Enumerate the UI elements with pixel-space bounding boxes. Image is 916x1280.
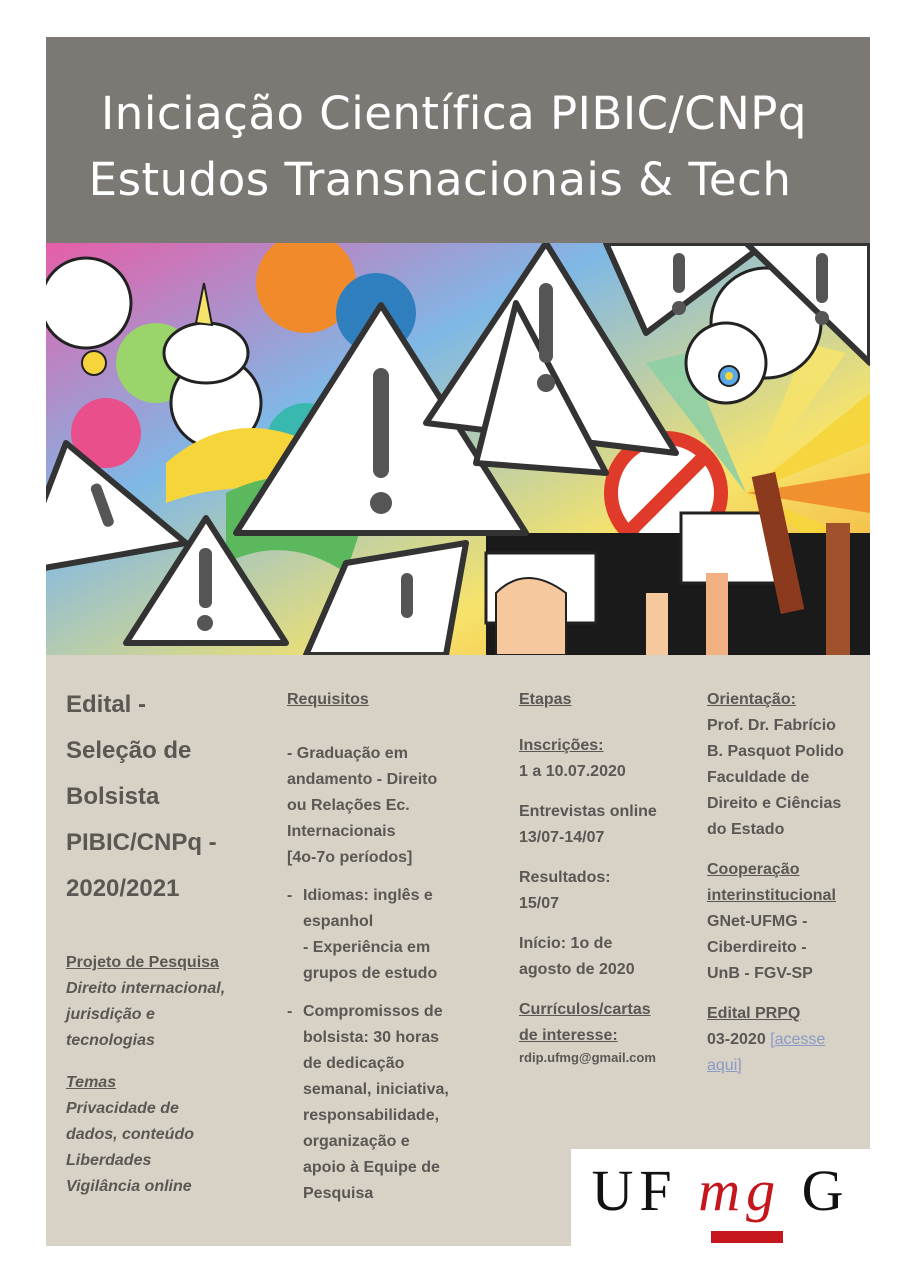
theme-item: Privacidade de [66,1100,179,1117]
start-line: Início: 1o de [519,935,613,952]
requirement-line: grupos de estudo [303,965,438,982]
requirement-line: apoio à Equipe de [303,1159,440,1176]
bullet-dash: - [287,887,293,904]
requirement-line: Compromissos de [303,1003,443,1020]
results-label: Resultados: [519,869,611,886]
cooperation-label: Cooperação [707,861,800,878]
requirement-line: bolsista: 30 horas [303,1029,440,1046]
cv-label: Currículos/cartas [519,1001,651,1018]
warning-signs-illustration [46,243,870,655]
advisor-line: do Estado [707,821,785,838]
edital-prpq-label: Edital PRPQ [707,1005,801,1022]
requirement-commitments [287,999,487,1207]
edital-access-link[interactable]: [acesse [770,1031,826,1048]
advisor-line: Direito e Ciências [707,795,842,812]
bullet-dash: - [287,1003,293,1020]
requirements-column [287,687,487,1207]
project-line: tecnologias [66,1032,155,1049]
project-label: Projeto de Pesquisa [66,954,219,971]
poster-header [46,37,870,243]
theme-item: Liberdades [66,1152,152,1169]
orientation-column [707,687,867,1079]
cooperation-line: GNet-UFMG - [707,913,808,930]
themes-list [66,1096,266,1200]
edital-column [66,682,266,1200]
poster [46,37,870,1246]
cooperation-line: UnB - FGV-SP [707,965,813,982]
edital-access-link-2[interactable]: aqui] [707,1057,742,1074]
requirement-line: semanal, iniciativa, [303,1081,449,1098]
requirement-graduation [287,741,487,871]
requirement-line: Internacionais [287,823,396,840]
requirement-line: [4o-7o períodos] [287,849,413,866]
logo-red-bar [711,1231,783,1243]
requirement-line: andamento - Direito [287,771,438,788]
edital-title-line: Edital - [66,691,147,718]
ufmg-logo [571,1149,870,1246]
ufmg-logo-text [571,1157,870,1224]
requirement-line: Idiomas: inglês e [303,887,433,904]
cooperation-label-2: interinstitucional [707,887,836,904]
cooperation-line: Ciberdireito - [707,939,807,956]
requirement-line: de dedicação [303,1055,405,1072]
edital-prpq-number: 03-2020 [707,1031,766,1048]
advisor-line: B. Pasquot Polido [707,743,844,760]
requirement-line: organização e [303,1133,410,1150]
registration-label: Inscrições: [519,737,604,754]
stages-heading: Etapas [519,691,572,708]
logo-mg: mg [698,1158,782,1223]
project-line: Direito internacional, [66,980,226,997]
poster-title-line2: Estudos Transnacionais & Tech [88,153,792,206]
requirement-line: - Graduação em [287,745,408,762]
requirement-languages [287,883,487,987]
logo-g: G [801,1158,850,1223]
edital-title-line: PIBIC/CNPq - [66,829,217,856]
project-line: jurisdição e [66,1006,155,1023]
orientation-label: Orientação: [707,691,796,708]
theme-item: Vigilância online [66,1178,192,1195]
requirement-line: Pesquisa [303,1185,374,1202]
edital-title-line: 2020/2021 [66,875,180,902]
themes-label: Temas [66,1074,117,1091]
theme-item: dados, conteúdo [66,1126,194,1143]
results-date: 15/07 [519,895,560,912]
interviews-line: Entrevistas online [519,803,657,820]
start-date: agosto de 2020 [519,961,635,978]
requirement-line: - Experiência em [303,939,431,956]
edital-title [66,682,266,912]
project-description [66,976,266,1054]
edital-title-line: Seleção de [66,737,192,764]
poster-title-line1: Iniciação Científica PIBIC/CNPq [101,87,807,140]
edital-title-line: Bolsista [66,783,160,810]
requirement-line: ou Relações Ec. [287,797,410,814]
registration-dates: 1 a 10.07.2020 [519,763,626,780]
requirement-line: espanhol [303,913,374,930]
advisor-line: Prof. Dr. Fabrício [707,717,836,734]
advisor-line: Faculdade de [707,769,810,786]
requirement-line: responsabilidade, [303,1107,440,1124]
contact-email[interactable]: rdip.ufmg@gmail.com [519,1050,656,1065]
stages-column [519,687,689,1067]
logo-uf: UF [591,1158,678,1223]
cv-label-2: de interesse: [519,1027,618,1044]
interviews-dates: 13/07-14/07 [519,829,605,846]
requirements-heading: Requisitos [287,691,369,708]
